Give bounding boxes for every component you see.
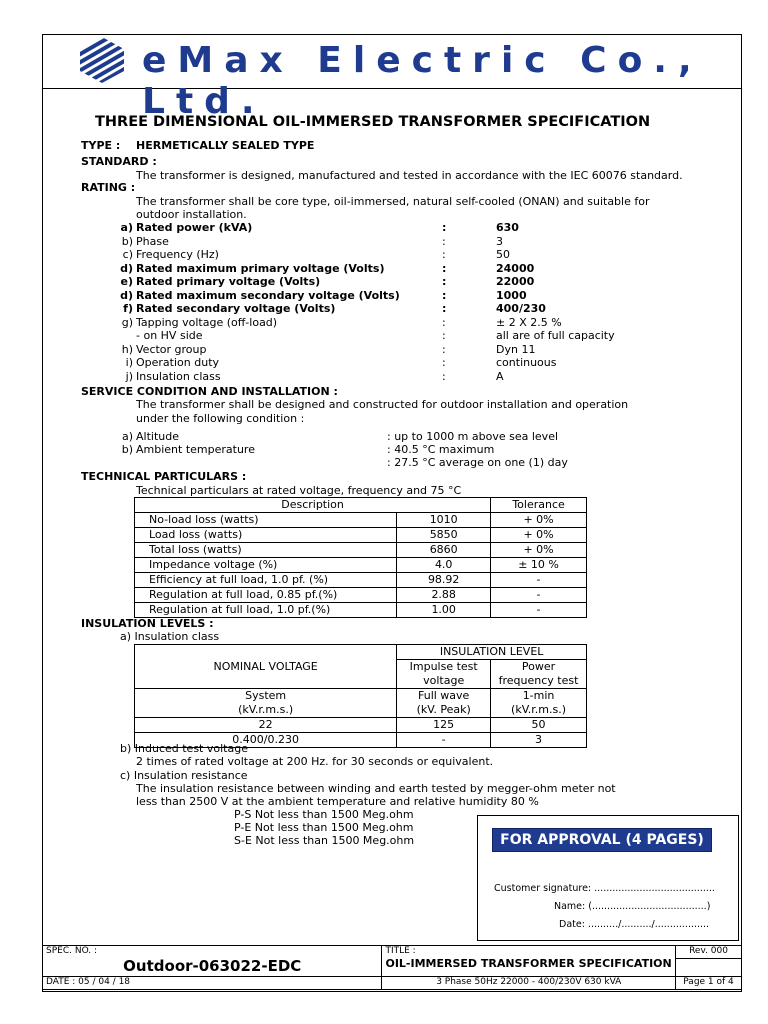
table-header: Description xyxy=(135,498,491,513)
customer-signature-line: Customer signature: ........................................ xyxy=(494,883,715,894)
service-name: Ambient temperature xyxy=(136,443,255,456)
ps-resistance: P-S Not less than 1500 Meg.ohm xyxy=(234,808,414,821)
rating-name: Frequency (Hz) xyxy=(136,248,219,261)
table-cell: 2.88 xyxy=(397,588,491,603)
table-cell: + 0% xyxy=(491,528,587,543)
rating-value: continuous xyxy=(496,356,557,369)
rating-colon: : xyxy=(442,342,446,356)
table-cell: No-load loss (watts) xyxy=(135,513,397,528)
service-name: Altitude xyxy=(136,430,179,443)
table-cell: 98.92 xyxy=(397,573,491,588)
rating-name: Insulation class xyxy=(136,369,221,383)
service-value: : up to 1000 m above sea level xyxy=(387,430,559,443)
system-header-1: System xyxy=(135,689,397,704)
rating-colon: : xyxy=(442,329,446,342)
table-cell: 1010 xyxy=(397,513,491,528)
emax-logo-icon xyxy=(78,36,126,84)
insulation-resistance-text-1: The insulation resistance between winding and earth tested by megger-ohm meter not xyxy=(136,782,616,795)
rating-colon: : xyxy=(442,369,446,383)
nominal-voltage-header: NOMINAL VOLTAGE xyxy=(135,645,397,689)
table-row xyxy=(135,573,587,588)
table-cell: Total loss (watts) xyxy=(135,543,397,558)
rating-label: RATING : xyxy=(81,181,136,194)
technical-table xyxy=(134,497,587,618)
rating-value: 50 xyxy=(496,248,510,261)
rating-name: Phase xyxy=(136,234,169,248)
technical-intro: Technical particulars at rated voltage, frequency and 75 °C xyxy=(136,484,462,497)
table-cell: 3 xyxy=(491,733,587,748)
insulation-table xyxy=(134,644,587,748)
name-line: Name: (......................................) xyxy=(554,901,711,912)
se-resistance: S-E Not less than 1500 Meg.ohm xyxy=(234,834,415,847)
for-approval-banner: FOR APPROVAL (4 PAGES) xyxy=(492,828,712,852)
pe-resistance: P-E Not less than 1500 Meg.ohm xyxy=(234,821,414,834)
type-value: HERMETICALLY SEALED TYPE xyxy=(136,139,315,152)
technical-label: TECHNICAL PARTICULARS : xyxy=(81,470,247,483)
power-header-1: Power xyxy=(491,660,587,675)
table-cell: 125 xyxy=(397,718,491,733)
table-cell: Efficiency at full load, 1.0 pf. (%) xyxy=(135,573,397,588)
rating-value: Dyn 11 xyxy=(496,342,536,356)
insulation-label: INSULATION LEVELS : xyxy=(81,617,214,630)
table-row xyxy=(135,513,587,528)
rating-colon: : xyxy=(442,248,446,261)
rating-intro-2: outdoor installation. xyxy=(136,208,247,221)
rating-colon: : xyxy=(442,356,446,369)
rating-colon: : xyxy=(442,315,446,329)
full-wave-header-1: Full wave xyxy=(397,689,491,704)
table-header: Tolerance xyxy=(491,498,587,513)
table-row xyxy=(135,528,587,543)
system-header-2: (kV.r.m.s.) xyxy=(135,703,397,718)
rating-value: 3 xyxy=(496,234,503,248)
min-header-2: (kV.r.m.s.) xyxy=(491,703,587,718)
insulation-level-header: INSULATION LEVEL xyxy=(397,645,587,660)
rating-name: Rated primary voltage (Volts) xyxy=(136,275,321,288)
rating-colon: : xyxy=(442,234,446,248)
table-cell: 50 xyxy=(491,718,587,733)
impulse-header-2: voltage xyxy=(397,674,491,689)
table-cell: + 0% xyxy=(491,513,587,528)
insulation-sub-a: a) Insulation class xyxy=(120,630,220,643)
rating-index: i) xyxy=(125,356,133,369)
rating-index: f) xyxy=(123,302,133,315)
rating-name: Operation duty xyxy=(136,356,220,369)
spec-number: Outdoor-063022-EDC xyxy=(123,957,302,975)
rating-name: - on HV side xyxy=(136,329,203,342)
table-cell: Impedance voltage (%) xyxy=(135,558,397,573)
table-row xyxy=(135,588,587,603)
rating-index: c) xyxy=(122,248,133,261)
footer-subtitle: 3 Phase 50Hz 22000 - 400/230V 630 kVA xyxy=(382,977,676,990)
full-wave-header-2: (kV. Peak) xyxy=(397,703,491,718)
min-header-1: 1-min xyxy=(491,689,587,704)
table-row xyxy=(135,718,587,733)
rating-index: h) xyxy=(121,342,133,356)
rating-value: ± 2 X 2.5 % xyxy=(496,315,562,329)
rating-name: Rated power (kVA) xyxy=(136,221,253,234)
rating-value: 24000 xyxy=(496,261,535,275)
service-value: : 40.5 °C maximum xyxy=(387,443,495,456)
rating-value: all are of full capacity xyxy=(496,329,615,342)
rating-name: Rated maximum primary voltage (Volts) xyxy=(136,261,385,275)
rating-index: e) xyxy=(120,275,133,288)
revision: Rev. 000 xyxy=(676,946,742,959)
service-line-1: The transformer shall be designed and constructed for outdoor installation and operation xyxy=(136,398,629,411)
rating-index: g) xyxy=(121,315,133,329)
document-title: THREE DIMENSIONAL OIL-IMMERSED TRANSFORMER SPECIFICATION xyxy=(95,114,651,130)
service-label: SERVICE CONDITION AND INSTALLATION : xyxy=(81,385,338,398)
date-line: Date: ........../........../.................. xyxy=(559,919,710,930)
table-cell: 6860 xyxy=(397,543,491,558)
rating-value: 22000 xyxy=(496,275,535,288)
service-index: b) xyxy=(121,443,133,456)
impulse-header-1: Impulse test xyxy=(397,660,491,675)
rating-name: Rated secondary voltage (Volts) xyxy=(136,302,336,315)
table-cell: 0.400/0.230 xyxy=(135,733,397,748)
table-cell: - xyxy=(491,603,587,618)
power-header-2: frequency test xyxy=(491,674,587,689)
title-label: TITLE : xyxy=(385,946,416,956)
service-value: : 27.5 °C average on one (1) day xyxy=(387,456,568,469)
table-cell: 5850 xyxy=(397,528,491,543)
rating-colon: : xyxy=(442,221,447,234)
standard-label: STANDARD : xyxy=(81,155,157,168)
rating-index: b) xyxy=(121,234,133,248)
footer-title: OIL-IMMERSED TRANSFORMER SPECIFICATION xyxy=(385,957,672,970)
insulation-resistance-text-2: less than 2500 V at the ambient temperature and relative humidity 80 % xyxy=(136,795,539,808)
type-label: TYPE : xyxy=(81,139,121,152)
table-cell: 4.0 xyxy=(397,558,491,573)
insulation-sub-c: c) Insulation resistance xyxy=(120,769,248,782)
rating-value: 630 xyxy=(496,221,519,234)
induced-test-text: 2 times of rated voltage at 200 Hz. for 30 seconds or equivalent. xyxy=(136,755,494,768)
rating-value: A xyxy=(496,369,504,383)
page-number: Page 1 of 4 xyxy=(676,977,742,990)
table-cell: ± 10 % xyxy=(491,558,587,573)
table-cell: + 0% xyxy=(491,543,587,558)
rating-colon: : xyxy=(442,302,447,315)
table-cell: Regulation at full load, 1.0 pf.(%) xyxy=(135,603,397,618)
rating-name: Vector group xyxy=(136,342,207,356)
table-cell: - xyxy=(491,573,587,588)
rating-name: Tapping voltage (off-load) xyxy=(136,315,278,329)
service-index: a) xyxy=(121,430,133,443)
rating-value: 1000 xyxy=(496,288,527,302)
table-row xyxy=(135,558,587,573)
rating-index: j) xyxy=(125,369,133,383)
insulation-sub-b: b) Induced test voltage xyxy=(120,742,248,755)
table-cell: 1.00 xyxy=(397,603,491,618)
table-cell: - xyxy=(397,733,491,748)
table-cell: - xyxy=(491,588,587,603)
rating-colon: : xyxy=(442,275,447,288)
footer-table xyxy=(42,945,742,990)
rating-name: Rated maximum secondary voltage (Volts) xyxy=(136,288,400,302)
rating-index: d) xyxy=(120,288,133,302)
table-header-row xyxy=(135,498,587,513)
standard-text: The transformer is designed, manufactured and tested in accordance with the IEC 60076 standard. xyxy=(136,169,683,182)
rating-index: d) xyxy=(120,261,133,275)
spec-label: SPEC. NO. : xyxy=(46,946,98,956)
table-row xyxy=(135,543,587,558)
rating-colon: : xyxy=(442,261,447,275)
service-line-2: under the following condition : xyxy=(136,412,305,425)
table-cell: Load loss (watts) xyxy=(135,528,397,543)
approval-box xyxy=(477,815,739,941)
rating-intro-1: The transformer shall be core type, oil-immersed, natural self-cooled (ONAN) and suitable for xyxy=(136,195,650,208)
table-cell: 22 xyxy=(135,718,397,733)
table-cell: Regulation at full load, 0.85 pf.(%) xyxy=(135,588,397,603)
table-row xyxy=(135,603,587,618)
rating-value: 400/230 xyxy=(496,302,546,315)
rating-colon: : xyxy=(442,288,447,302)
company-name: eMax Electric Co., Ltd. xyxy=(142,40,703,122)
rating-index: a) xyxy=(120,221,133,234)
footer-date: DATE : 05 / 04 / 18 xyxy=(43,977,382,990)
